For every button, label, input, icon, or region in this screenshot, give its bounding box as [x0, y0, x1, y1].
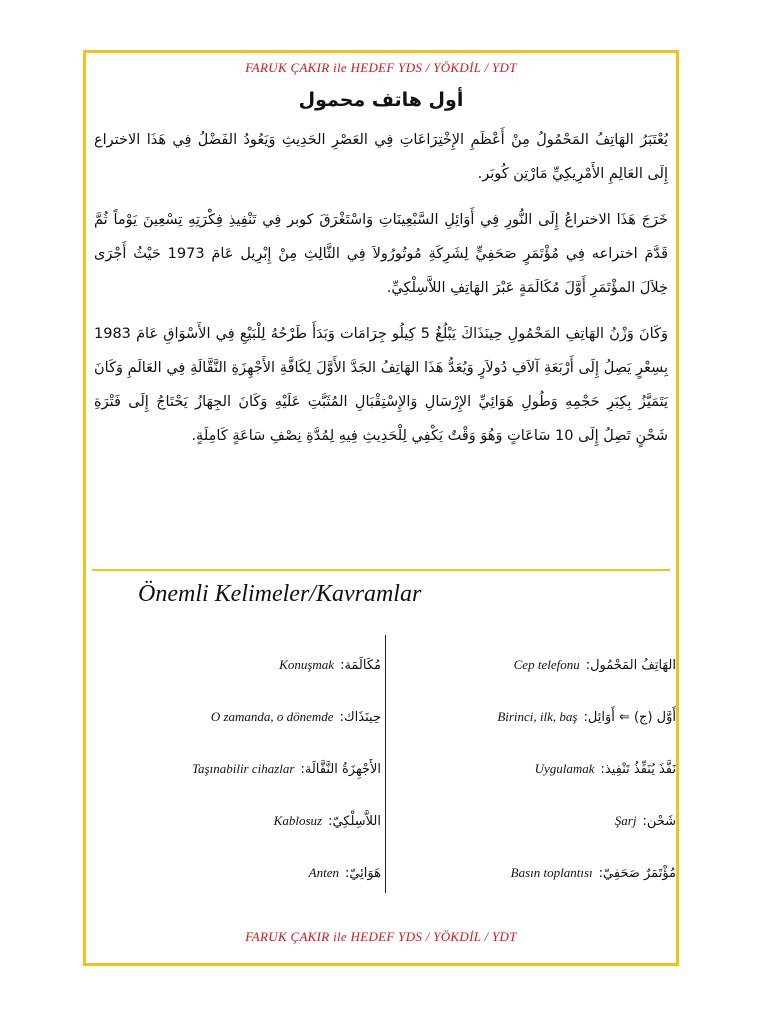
vocab-turkish: Basın toplantısı — [510, 865, 593, 880]
vocab-turkish: Konuşmak — [279, 657, 335, 672]
paragraph-2: خَرَجَ هَذَا الاختراعُ إِلَى النُّورِ فِي أَوَائِلِ السَّبْعِينَاتِ وَاسْتَغْرَقَ كوبر فِي تَنْفِيذِ فِكْرَتِهِ تِسْعِينَ يَوْماً ثُمَّ قَدَّمَ اختراعه فِي مُؤْتَمَرٍ صَحَفِيٍّ لِشَرِكَةِ مُوتُورُولاَ فِي الثَّالِثِ مِنْ إِبْرِيل عَامَ 1973 حَيْثُ أَجْرَى خِلاَلَ المؤْتَمَرِ أَوَّلَ مُكَالَمَةٍ عَبْرَ الهَاتِفِ اللاَّسِلْكِيِّ. — [94, 212, 669, 296]
column-separator — [385, 635, 386, 893]
vocab-turkish: O zamanda, o dönemde — [210, 709, 334, 724]
vocab-arabic: الهَاتِفُ المَحْمُول: — [585, 657, 676, 673]
vocab-turkish: Birinci, ilk, baş — [497, 709, 578, 724]
vocab-column-left — [96, 639, 381, 899]
vocab-arabic: مُكَالَمَة: — [340, 657, 381, 673]
vocab-turkish: Anten — [308, 865, 339, 880]
vocab-arabic: مُؤْتَمَرٌ صَحَفِيّ: — [598, 865, 676, 881]
vocab-arabic: اللاَّسِلْكِيّ: — [328, 813, 381, 829]
vocab-turkish: Şarj — [614, 813, 637, 828]
vocab-column-right — [391, 639, 676, 899]
vocab-turkish: Cep telefonu — [513, 657, 580, 672]
vocab-item — [96, 743, 381, 795]
vocab-item — [391, 847, 676, 899]
vocab-title: Önemli Kelimeler/Kavramlar — [138, 581, 422, 607]
vocab-item — [391, 743, 676, 795]
vocab-arabic: شَحْن: — [642, 813, 676, 829]
vocab-turkish: Uygulamak — [534, 761, 595, 776]
article-title: أول هاتف محمول — [298, 89, 464, 111]
vocab-arabic: نَفَّذَ يُنَفِّذُ تَنْفِيذ: — [600, 761, 676, 777]
paragraph-1: يُعْتَبَرُ الهَاتِفُ المَحْمُولُ مِنْ أَعْظَمِ الإِخْتِرَاعَاتِ فِي العَصْرِ الحَدِيثِ وَيَعُودُ الفَضْلُ فِي هَذَا الاختراع إِلَى العَالِمِ الأَمْرِيكِيِّ مَارْتِن كُوبَر. — [94, 132, 668, 182]
page-header: FARUK ÇAKIR ile HEDEF YDS / YÖKDİL / YDT — [245, 60, 517, 75]
vocab-item — [96, 639, 381, 691]
vocab-turkish: Taşınabilir cihazlar — [192, 761, 295, 776]
vocab-arabic: هَوَائِيّ: — [344, 865, 381, 881]
vocab-arabic: أَوَّل (ج) ⇐ أَوَائِل: — [583, 709, 676, 725]
vocab-item — [96, 691, 381, 743]
vocab-turkish: Kablosuz — [273, 813, 323, 828]
vocab-arabic: حِينَذَاك: — [339, 709, 381, 725]
page-footer: FARUK ÇAKIR ile HEDEF YDS / YÖKDİL / YDT — [245, 929, 517, 944]
vocab-item — [391, 691, 676, 743]
article-body — [94, 123, 668, 465]
vocab-item — [96, 795, 381, 847]
vocab-item — [391, 639, 676, 691]
page-frame — [83, 50, 679, 966]
vocab-item — [96, 847, 381, 899]
vocab-arabic: الأَجْهِزَةُ النَّقَّالَة: — [300, 761, 381, 777]
paragraph-3: وَكَانَ وَزْنُ الهَاتِفِ المَحْمُولِ حِينَذَاكَ يَبْلُغُ 5 كِيلُو جِرَامَات وَبَدَأَ طَرْحُهُ لِلْبَيْعِ فِي الأَسْوَاقِ عَامَ 1983 بِسِعْرٍ يَصِلُ إِلَى أَرْبَعَةِ آلاَفِ دُولاَرٍ وَيُعَدُّ هَذَا الهَاتِفُ الجَدَّ الأَوَّلَ لِكَافَّةِ الأَجْهِزَةِ النَّقَّالَةِ فِي العَالَمِ وَكَانَ يَتَمَيَّزُ بِكِبَرِ حَجْمِهِ وَطُولِ هَوَائِيِّ الإِرْسَالِ وَالإِسْتِقْبَالِ المُثَبَّتِ عَلَيْهِ وَكَانَ الجِهَازُ يَحْتَاجُ إِلَى فَتْرَةِ شَحْنٍ تَصِلُ إِلَى 10 سَاعَاتٍ وَهُوَ وَقْتٌ يَكْفِي لِلْحَدِيثِ فِيهِ لِمُدَّةِ نِصْفِ سَاعَةٍ كَامِلَةٍ. — [94, 326, 668, 444]
section-divider — [92, 569, 670, 571]
vocab-item — [391, 795, 676, 847]
